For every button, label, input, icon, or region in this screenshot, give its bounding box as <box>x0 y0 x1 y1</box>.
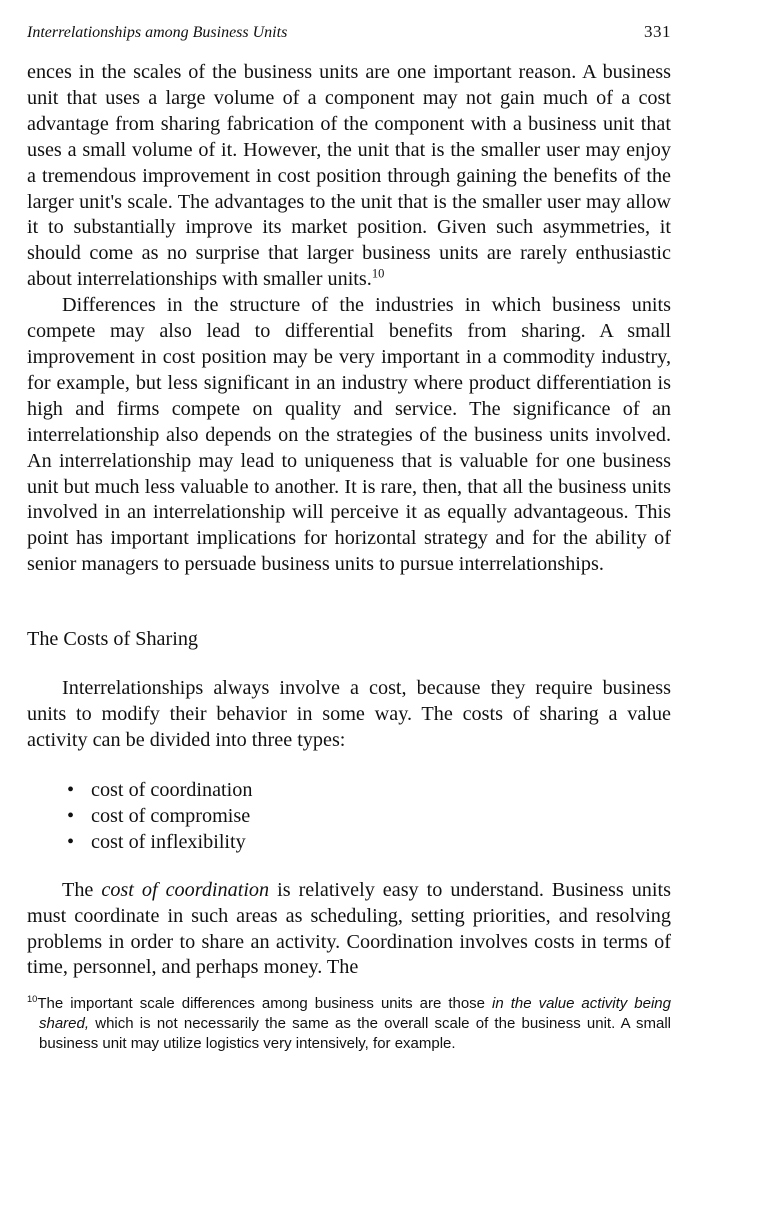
list-item <box>67 829 671 855</box>
body-text <box>27 60 671 578</box>
list-item-label: cost of inflexibility <box>91 830 246 853</box>
paragraph-costs-intro: Interrelationships always involve a cost, because they require business units to modify their behavior in some way. The costs of sharing a value activity can be divided into three types: <box>27 677 671 751</box>
list-item <box>67 803 671 829</box>
paragraph-text: The <box>62 878 102 901</box>
bullet-icon: • <box>67 778 75 801</box>
running-title: Interrelationships among Business Units <box>27 24 288 41</box>
list-item <box>67 777 671 803</box>
footnote <box>27 994 671 1054</box>
footnote-emphasis: in the value activity being shared, <box>39 995 671 1033</box>
bullet-icon: • <box>67 830 75 853</box>
body-text-coordination <box>27 878 671 982</box>
paragraph-cost-of-coordination <box>27 878 671 982</box>
page-number: 331 <box>644 22 671 41</box>
paragraph-continued <box>27 60 671 293</box>
bullet-icon: • <box>67 804 75 827</box>
paragraph-text: ences in the scales of the business units are one important reason. A business unit that uses a large volume of a component may not gain much of a cost advantage from sharing fabrication of the component with a business unit that uses a small volume of it. However, the unit that is the smaller user may enjoy a tremendous improvement in cost position through gaining the benefits of the larger unit's scale. The advantages to the unit that is the smaller user may allow it to substantially improve its market position. Given such asymmetries, it should come as no surprise that larger business units are rarely enthusiastic about interrelationships with smaller units. <box>27 61 671 291</box>
body-text-section <box>27 676 671 754</box>
section-heading: The Costs of Sharing <box>27 628 199 651</box>
paragraph-text: is relatively easy to understand. Business units must coordinate in such areas as scheduling, setting priorities, and resolving problems in order to share an activity. Coordination involves costs in terms of time, personnel, and perhaps money. The <box>27 878 671 979</box>
list-item-label: cost of compromise <box>91 804 251 827</box>
paragraph-industry-differences: Differences in the structure of the industries in which business units compete may also lead to differential benefits from sharing. A small improvement in cost position may be very important in a commodity industry, for example, but less significant in an industry where product differentiation is high and firms compete on quality and service. The significance of an interrelationship also depends on the strategies of the business units involved. An interrelationship may lead to uniqueness that is valuable for one business unit but much less valuable to another. It is rare, then, that all the business units involved in an interrelationship will perceive it as equally advantageous. This point has important implications for horizontal strategy and for the ability of senior managers to persuade business units to pursue interrelationships. <box>27 294 671 576</box>
running-head <box>27 22 671 46</box>
book-page <box>27 22 671 1054</box>
footnote-reference: 10 <box>371 266 385 281</box>
cost-types-list <box>27 777 671 855</box>
emphasized-term: cost of coordination <box>101 878 270 901</box>
footnote-number: 10 <box>27 994 38 1005</box>
list-item-label: cost of coordination <box>91 778 253 801</box>
footnote-text: The important scale differences among business units are those <box>37 995 493 1013</box>
footnote-text: which is not necessarily the same as the overall scale of the business unit. A small business unit may utilize logistics very intensively, for example. <box>39 1015 671 1053</box>
